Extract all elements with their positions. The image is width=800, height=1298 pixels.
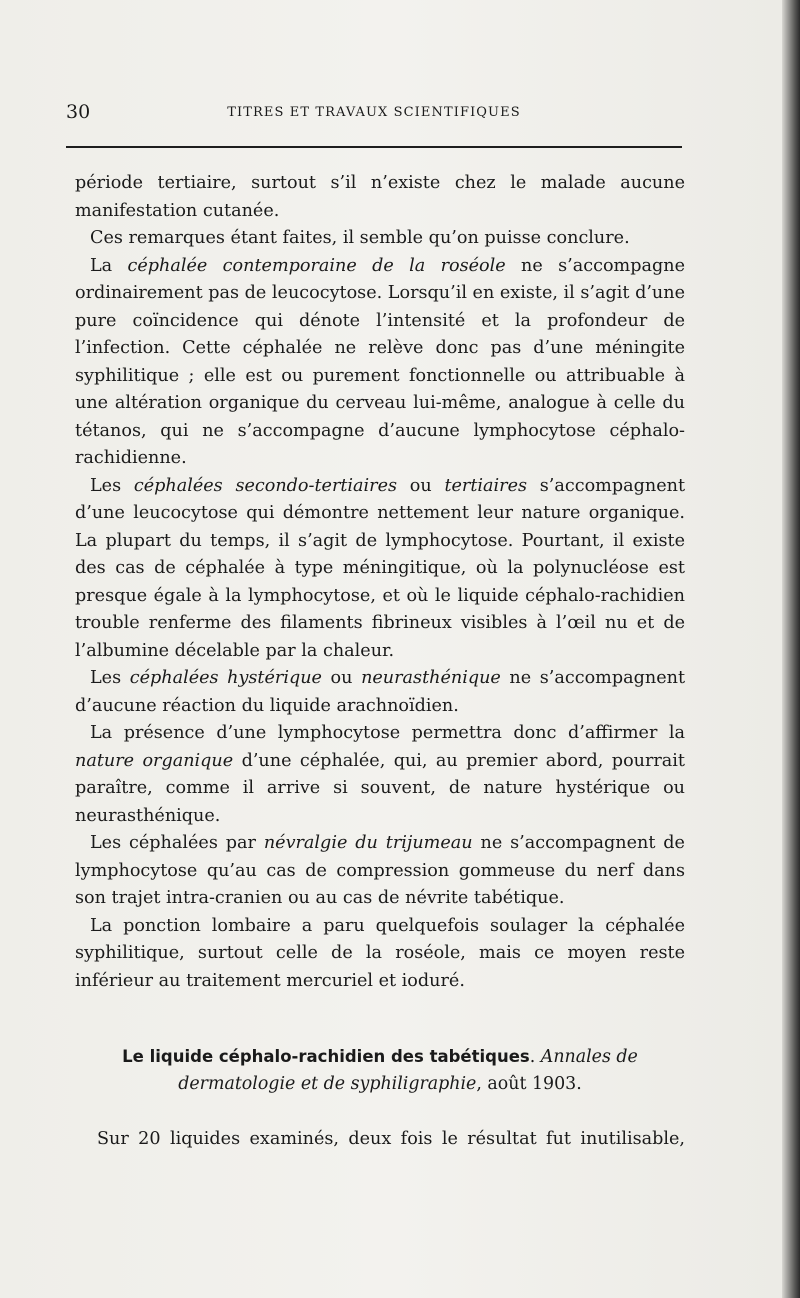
body-text (75, 170, 685, 995)
text-run: Les (90, 475, 134, 496)
citation-date: , août 1903. (476, 1074, 582, 1094)
text-run: ne s’accompagnent de lymphocytose qu’au cas de compression gommeuse du nerf dans son trajet intra-cranien ou au cas de névrite tabétique. (75, 833, 685, 908)
text-run: Les céphalées par (90, 833, 264, 853)
text-run: ne s’accompagnent d’aucune réaction du liquide arachnoïdien. (75, 668, 686, 716)
text-run: La présence d’une lymphocytose permettra donc d’affirmer la (90, 723, 685, 743)
text-run: La (90, 255, 128, 276)
paragraph (75, 913, 685, 996)
text-run: La ponction lombaire a paru quelquefois soulager la céphalée syphilitique, surtout celle de la roséole, mais ce moyen reste inférieur au traitement mercuriel et ioduré. (75, 915, 685, 991)
italic-phrase: nature organique (75, 750, 234, 771)
italic-phrase: céphalées secondo-tertiaires (133, 475, 398, 496)
page-header (66, 101, 682, 125)
text-run: période tertiaire, surtout s’il n’existe chez le malade aucune manifestation cutanée. (75, 173, 685, 221)
paragraph (75, 170, 685, 225)
text-run: ne s’accompagne ordinairement pas de leucocytose. Lorsqu’il en existe, il s’agit d’une pure coïncidence qui dénote l’intensité et la profondeur de l’infection. Cette céphalée ne relève donc pas d’une méningite syphilitique ; elle est ou purement fonctionnelle ou attribuable à une altération organique du cerveau lui-même, analogue à celle du tétanos, qui ne s’accompagne d’aucune lymphocytose céphalo-rachidienne. (75, 255, 685, 468)
binding-shadow (782, 0, 800, 1298)
paragraph (75, 665, 685, 720)
text-run: ou (397, 475, 445, 496)
italic-phrase: céphalée contemporaine de la roséole (127, 255, 506, 276)
text-run: d’une céphalée, qui, au premier abord, pourrait paraître, comme il arrive si souvent, de nature hystérique ou neurasthénique. (75, 750, 685, 826)
text-run: Les (90, 668, 130, 688)
last-paragraph: Sur 20 liquides examinés, deux fois le résultat fut inutilisable, (97, 1129, 685, 1149)
paragraph (75, 720, 685, 830)
paragraph (75, 253, 685, 473)
header-rule (66, 146, 682, 148)
page-number: 30 (66, 101, 91, 123)
italic-phrase: neurasthénique (361, 668, 501, 688)
text-run: ou (321, 668, 362, 688)
citation-journal: Annales de dermatologie et de syphiligraphie (178, 1047, 638, 1094)
paragraph (75, 225, 685, 253)
italic-phrase: névralgie du trijumeau (263, 833, 473, 853)
citation-separator: . (529, 1047, 541, 1067)
citation-title: Le liquide céphalo-rachidien des tabétiques (122, 1047, 530, 1066)
italic-phrase: céphalées hystérique (129, 668, 322, 688)
text-run: s’accompagnent d’une leucocytose qui démontre nettement leur nature organique. La plupart du temps, il s’agit de lymphocytose. Pourtant, il existe des cas de céphalée à type méningitique, où la polynucléose est presque égale à la lymphocytose, et où le liquide céphalo-rachidien trouble renferme des filaments fibrineux visibles à l’œil nu et de l’albumine décelable par la chaleur. (75, 475, 686, 661)
running-title: TITRES ET TRAVAUX SCIENTIFIQUES (227, 105, 521, 120)
paragraph (75, 473, 685, 666)
citation (75, 1043, 685, 1098)
paragraph (75, 830, 685, 913)
italic-phrase: tertiaires (444, 475, 528, 496)
text-run: Ces remarques étant faites, il semble qu’on puisse conclure. (90, 228, 630, 248)
